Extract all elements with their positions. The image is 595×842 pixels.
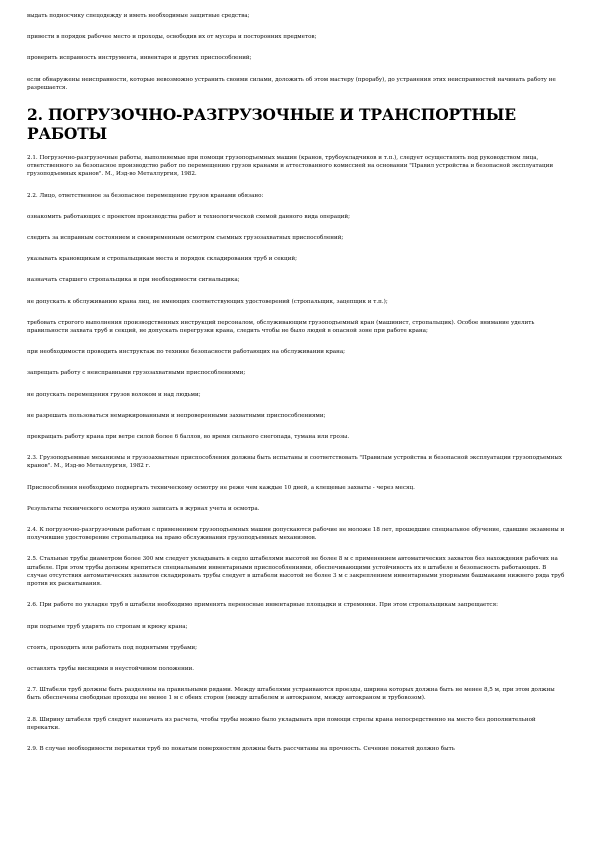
paragraph: Приспособления необходимо подвергать техническому осмотру не реже чем каждые 10 дней, а клещевые захваты - через месяц. bbox=[27, 484, 415, 491]
paragraph: указывать крановщикам и стропальщикам места и порядок складирования труб и секций; bbox=[27, 256, 297, 263]
paragraph: 2.9. В случае необходимости перекатки труб по покатым поверхностям должны быть рассчитаны на прочность. Сечение покатей должно быть bbox=[27, 745, 455, 752]
paragraph: проверить исправность инструмента, инвентаря и других приспособлений; bbox=[27, 55, 252, 62]
paragraph: 2.8. Ширину штабеля труб следует назначать из расчета, чтобы трубы можно было укладывать при помощи стрелы крана непосредственно на место без дополнительной перекатки. bbox=[27, 716, 536, 731]
paragraph: 2.2. Лицо, ответственное за безопасное перемещение грузов кранами обязано: bbox=[27, 192, 264, 199]
paragraph: 2.1. Погрузочно-разгрузочные работы, выполняемые при помощи грузоподъемных машин (кранов, трубоукладчиков и т.п.), следует осуществлять под руководством лица, ответственного за безопасное производство работ по перемещению грузов кранами и аттестованного комиссией на основании "Правил устройства и безопасной эксплуатации грузоподъемных кранов". М., Изд-во Металлургия, 1982. bbox=[27, 155, 554, 178]
paragraph: не допускать перемещения грузов волоком и над людьми; bbox=[27, 391, 201, 398]
paragraph: назначать старшего стропальщика и при необходимости сигнальщика; bbox=[27, 277, 240, 284]
paragraph: при подъеме труб ударять по стропам и крюку крана; bbox=[27, 623, 188, 630]
paragraph: если обнаружены неисправности, которые невозможно устранить своими силами, доложить об этом мастеру (прорабу), до устранения этих неисправностей начинать работу не разрешается. bbox=[27, 76, 556, 91]
paragraph: следить за исправным состоянием и своевременным осмотром съемных грузозахватных приспособлений; bbox=[27, 235, 344, 242]
paragraph: ознакомить работающих с проектом производства работ и технологической схемой данного вида операций; bbox=[27, 213, 351, 220]
paragraph: стоять, проходить или работать под поднятыми трубами; bbox=[27, 644, 198, 651]
paragraph: запрещать работу с неисправными грузозахватными приспособлениями; bbox=[27, 370, 246, 377]
paragraph: 2.4. К погрузочно-разгрузочным работам с применением грузоподъемных машин допускаются рабочие не моложе 18 лет, прошедшие специальное обучение, сдавшие экзамены и получившие удостоверение стропальщика на право обслуживания грузоподъемных механизмов. bbox=[27, 527, 565, 542]
paragraph: прекращать работу крана при ветре силой более 6 баллов, во время сильного снегопада, тумана или грозы. bbox=[27, 434, 350, 441]
paragraph: требовать строгого выполнения производственных инструкций персоналом, обслуживающим грузоподъемный кран (машинист, стропальщик). Особое внимание уделить правильности захвата труб и секций, не допускать перегрузки крана, следить чтобы не было людей в опасной зоне при работе крана; bbox=[27, 319, 535, 335]
paragraph: оставлять трубы висящими в неустойчивом положении. bbox=[27, 665, 195, 672]
paragraph: 2.5. Стальные трубы диаметром более 300 мм следует укладывать в седло штабелями высотой не более 8 м с применением автоматических захватов без нахождения рабочих на штабеле. При этом трубы должны крепиться специальными инвентарными приспособлениями, обеспечивающими устойчивость их в штабеле и безопасность работающих. В случае отсутствия автоматических захватов складировать трубы следует в штабели высотой не более 3 м с закреплением инвентарными упорными башмаками нижнего ряда труб против их раскатывания. bbox=[27, 556, 565, 588]
paragraph: 2.3. Грузоподъемные механизмы и грузозахватные приспособления должны быть испытаны и соответствовать "Правилам устройства и безопасной эксплуатации грузоподъемных кранов". М., Изд-во Металлургия, 1982 г. bbox=[27, 455, 562, 470]
paragraph: при необходимости проводить инструктаж по технике безопасности работающих на обслуживании крана; bbox=[27, 349, 346, 356]
paragraph: выдать подносчику спецодежду и иметь необходимые защитные средства; bbox=[27, 13, 250, 19]
paragraph: 2.6. При работе по укладке труб в штабели необходимо применять переносные инвентарные площадки и стремянки. При этом стропальщикам запрещается: bbox=[27, 602, 498, 609]
paragraph: привести в порядок рабочее место и проходы, освободив их от мусора и посторонних предметов; bbox=[27, 34, 317, 41]
paragraph: 2.7. Штабели труб должны быть разделены на правильными рядами. Между штабелями устраиваются проезды, ширина которых должна быть не менее 8,5 м, при этом должны быть обеспечены свободные проходы не менее 1 м с обеих сторон (между штабелем и автокраном, между автокраном и трубовозом). bbox=[27, 687, 555, 702]
paragraph: не допускать к обслуживанию крана лиц, не имеющих соответствующих удостоверений (стропальщик, зацепщик и т.п.); bbox=[27, 298, 388, 305]
paragraph: Результаты технического осмотра нужно записать в журнал учета и осмотра. bbox=[27, 505, 260, 512]
paragraph: не разрешать пользоваться немаркированными и непроверенными захватными приспособлениями; bbox=[27, 412, 326, 419]
section-heading: 2. ПОГРУЗОЧНО-РАЗГРУЗОЧНЫЕ И ТРАНСПОРТНЫЕ РАБОТЫ bbox=[27, 105, 516, 144]
